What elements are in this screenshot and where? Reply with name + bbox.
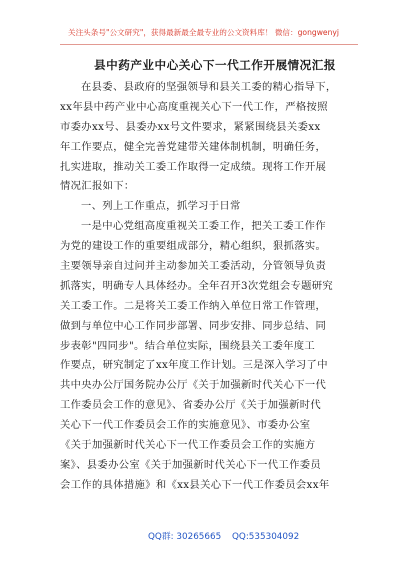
header-divider xyxy=(60,44,358,45)
paragraph-line: 为党的建设工作的重要组成部分，精心组织，狠抓落实。 xyxy=(60,240,327,253)
paragraph-line: 抓落实，明确专人具体经办。全年召开3次党组会专题研究 xyxy=(60,279,334,292)
paragraph-line: 年工作要点，健全完善党建带关建体制机制，明确任务， xyxy=(60,140,327,153)
qq-contact-link[interactable]: QQ:535304092 xyxy=(232,532,300,542)
paragraph-line: 会工作的具体措施》和《xx县关心下一代工作委员会xx年 xyxy=(60,478,330,491)
document-body xyxy=(60,78,366,496)
paragraph-line: 主要领导亲自过问并主动参加关工委活动，分管领导负责 xyxy=(60,260,327,273)
paragraph-line: 一是中心党组高度重视关工委工作，把关工委工作作 xyxy=(81,220,326,233)
paragraph-line: 《关于加强新时代关心下一代工作委员会工作的实施方 xyxy=(60,439,316,452)
paragraph-line: 做到与单位中心工作同步部署、同步安排、同步总结、同 xyxy=(60,319,327,332)
paragraph-line: 关心下一代工作委员会工作的实施意见》、市委办公室 xyxy=(60,419,311,432)
header-banner[interactable]: 关注头条号"公文研究"，获得最新最全最专业的公文资料库！ 微信：gongwenyj xyxy=(68,28,340,37)
paragraph-line: 工作委员会工作的意见》、省委办公厅《关于加强新时代 xyxy=(60,399,322,412)
paragraph-line: xx年县中药产业中心高度重视关心下一代工作，严格按照 xyxy=(60,100,328,113)
paragraph-line: 扎实进取，推动关工委工作取得一定成绩。现将工作开展 xyxy=(60,160,327,173)
paragraph-line: 步表彰"四同步"。结合单位实际，围绕县关工委年度工 xyxy=(60,339,316,352)
paragraph-line: 案》、县委办公室《关于加强新时代关心下一代工作委员 xyxy=(60,458,322,471)
paragraph-line: 在县委、县政府的坚强领导和县关工委的精心指导下， xyxy=(81,81,337,93)
paragraph-line: 情况汇报如下： xyxy=(60,180,135,193)
paragraph-line: 市委办xx号、县委办xx号文件要求，紧紧围绕县关委xx xyxy=(60,120,321,133)
paragraph-line: 作要点，研究制定了xx年度工作计划。三是深入学习了中 xyxy=(60,359,328,372)
section-heading: 一、列上工作重点，抓学习于日常 xyxy=(81,200,241,213)
qq-group-link[interactable]: QQ群: 30265665 xyxy=(148,532,222,542)
footer-contact xyxy=(0,530,408,544)
paragraph-line: 关工委工作。二是将关工委工作纳入单位日常工作管理， xyxy=(60,299,327,312)
paragraph-line: 共中央办公厅国务院办公厅《关于加强新时代关心下一代 xyxy=(60,379,327,392)
page-title: 县中药产业中心关心下一代工作开展情况汇报 xyxy=(94,58,336,72)
